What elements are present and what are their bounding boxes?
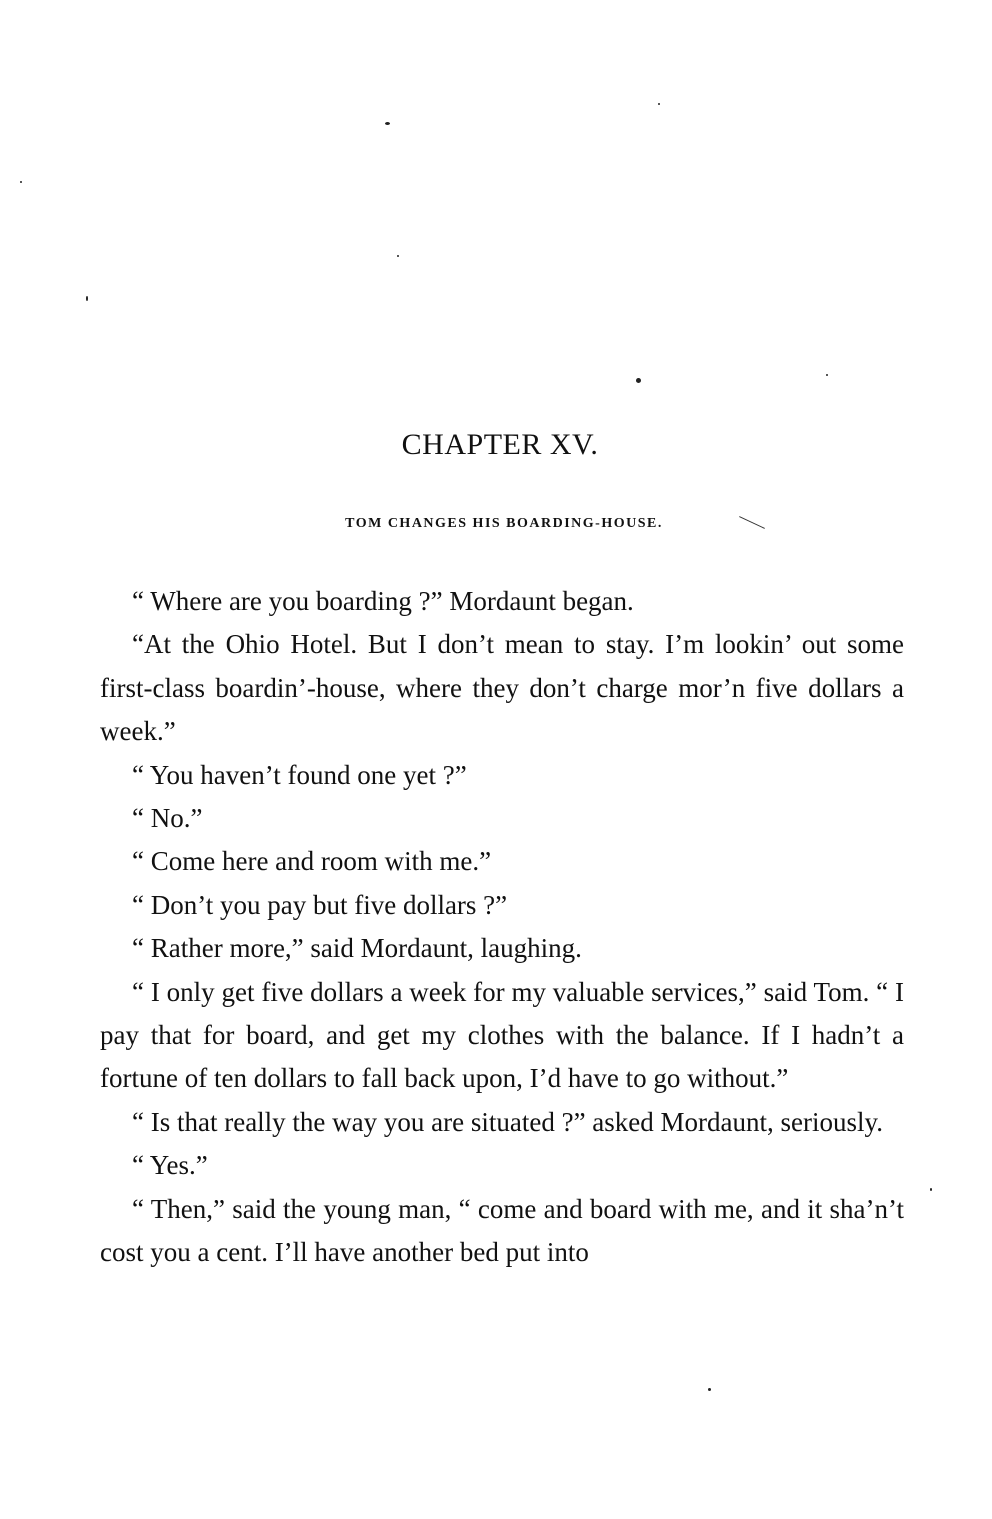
scan-speck — [930, 1188, 932, 1191]
scan-speck — [20, 181, 22, 183]
paragraph: “ I only get five dollars a week for my valuable services,” said Tom. “ I pay that for board, and get my clothes with the balance. If I hadn’t a fortune of ten dollars to fall back upon, I’d have to go without.” — [100, 976, 904, 1094]
paragraph: “ Yes.” — [132, 1150, 208, 1181]
paragraph: “ Where are you boarding ?” Mordaunt began. — [132, 586, 634, 616]
paragraph: “ Come here and room with me.” — [132, 846, 492, 877]
chapter-subtitle: TOM CHANGES HIS BOARDING-HOUSE. — [345, 516, 663, 531]
body-text — [100, 580, 904, 1275]
chapter-title: CHAPTER XV. — [401, 428, 599, 461]
paragraph: “ No.” — [132, 803, 203, 834]
paragraph: “ Rather more,” said Mordaunt, laughing. — [132, 933, 582, 964]
scan-speck — [86, 296, 88, 301]
scan-speck — [397, 255, 399, 257]
paragraph: “ Is that really the way you are situated ?” asked Mordaunt, seriously. — [132, 1106, 884, 1137]
scan-speck — [826, 374, 828, 376]
paragraph: “ You haven’t found one yet ?” — [132, 759, 467, 790]
scan-speck — [636, 378, 641, 383]
paragraph: “At the Ohio Hotel. But I don’t mean to stay. I’m lookin’ out some first-class boardin’-house, where they don’t charge mor’n five dollars a week.” — [100, 629, 904, 747]
scan-speck — [385, 122, 390, 125]
paragraph: “ Then,” said the young man, “ come and board with me, and it sha’n’t cost you a cent. I’ll have another bed put into — [100, 1193, 904, 1268]
scan-speck — [658, 103, 660, 105]
paragraph: “ Don’t you pay but five dollars ?” — [132, 889, 508, 920]
scan-speck — [708, 1388, 711, 1391]
